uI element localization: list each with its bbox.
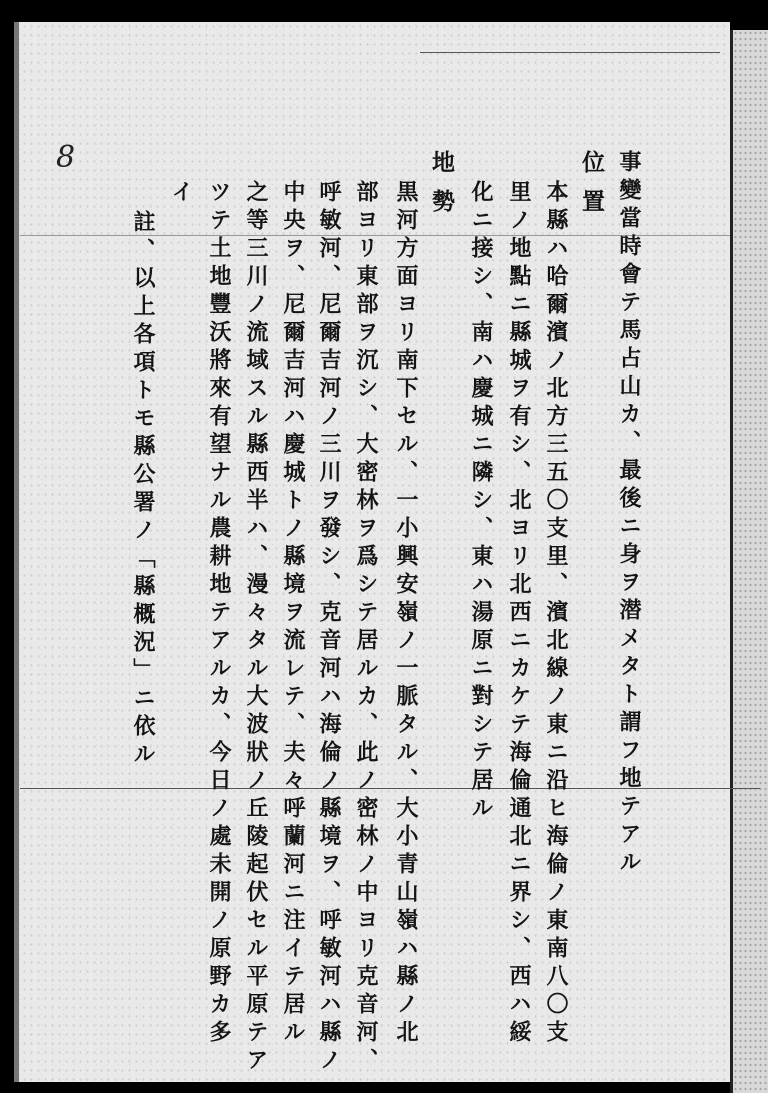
rule-line-lower <box>20 788 760 789</box>
text-column-3: 里ノ地點ニ縣城ヲ有シ、北ヨリ北西ニカケテ海倫通北ニ界シ、西ハ綏 <box>506 180 532 1048</box>
text-column-2: 本縣ハ哈爾濱ノ北方三五〇支里、濱北線ノ東ニ沿ヒ海倫ノ東南八〇支 <box>543 180 569 1048</box>
page-edge-shadow <box>14 22 19 1082</box>
heading-terrain: 地勢 <box>428 150 455 228</box>
text-column-11: イ <box>168 180 194 208</box>
text-column-1: 事變當時會テ馬占山カ、最後ニ身ヲ潜メタト謂フ地テアル <box>616 150 642 878</box>
text-column-5: 黒河方面ヨリ南下セル、一小興安嶺ノ一脈タル、大小青山嶺ハ縣ノ北 <box>393 180 419 1048</box>
text-column-10: ツテ土地豐沃將來有望ナル農耕地テアルカ、今日ノ處未開ノ原野カ多 <box>206 180 232 1048</box>
text-column-6: 部ヨリ東部ヲ沉シ、大密林ヲ爲シテ居ルカ、此ノ密林ノ中ヨリ克音河、 <box>353 180 379 1076</box>
heading-position: 位置 <box>578 150 605 228</box>
adjacent-page-edge <box>730 30 768 1093</box>
page-number: 8 <box>56 140 76 175</box>
text-column-9: 之等三川ノ流域スル縣西半ハ、漫々タル大波狀ノ丘陵起伏セル平原テア <box>243 180 269 1076</box>
text-column-4: 化ニ接シ、南ハ慶城ニ隣シ、東ハ湯原ニ對シテ居ル <box>468 180 494 824</box>
rule-line-top <box>420 52 720 53</box>
text-column-7: 呼敏河、尼爾吉河ノ三川ヲ發シ、克音河ハ海倫ノ縣境ヲ、呼敏河ハ縣ノ <box>316 180 342 1076</box>
text-column-8: 中央ヲ、尼爾吉河ハ慶城トノ縣境ヲ流レテ、夫々呼蘭河ニ注イテ居ル <box>280 180 306 1048</box>
note-column: 註、以上各項トモ縣公署ノ「縣概況」ニ依ル <box>130 210 156 770</box>
